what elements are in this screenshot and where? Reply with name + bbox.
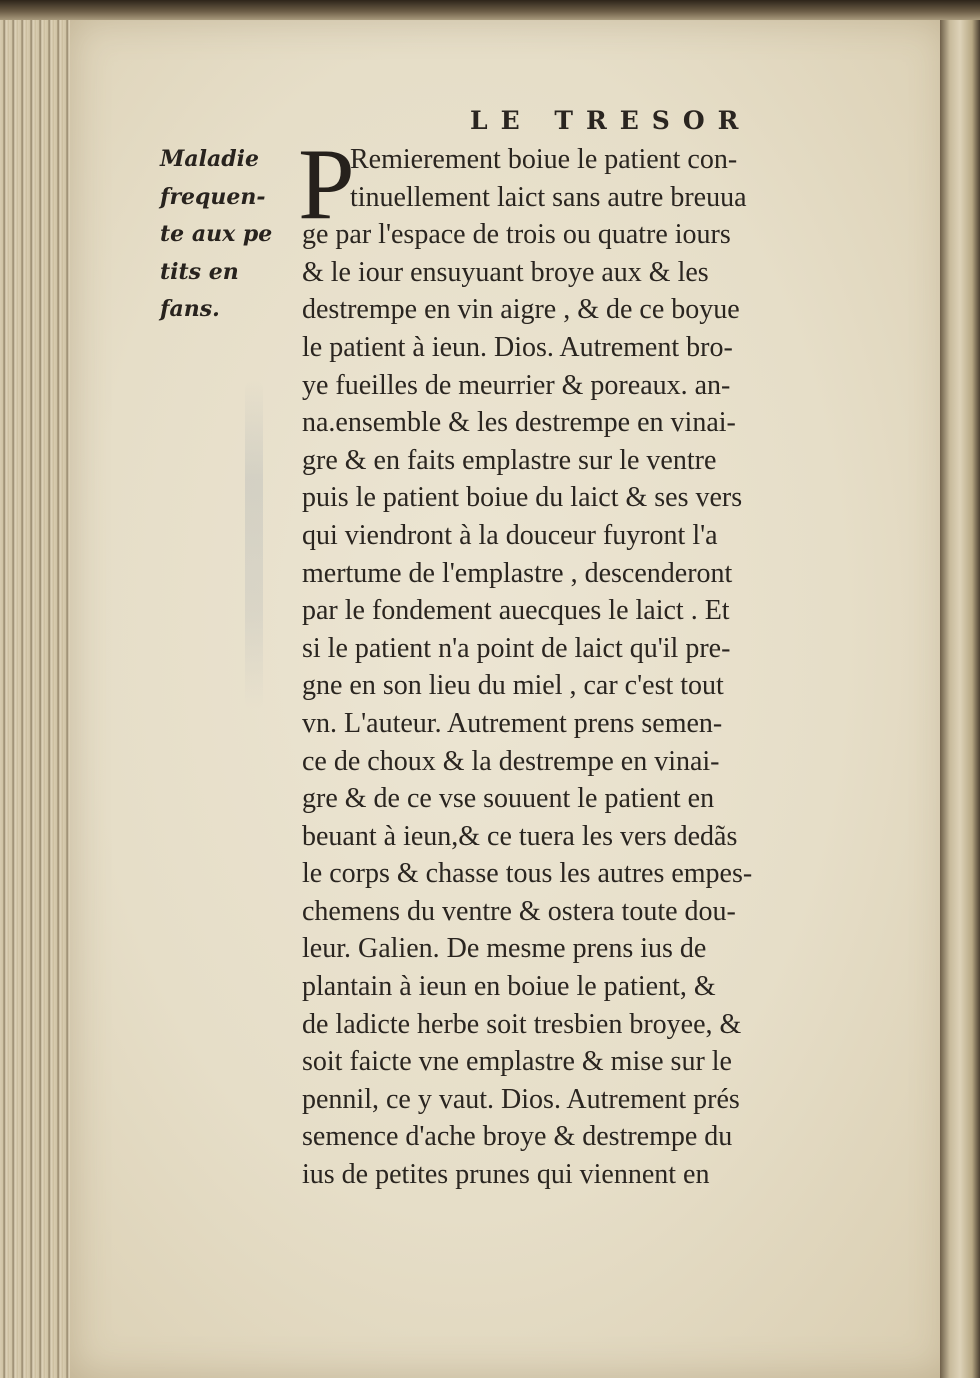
text-line: beuant à ieun,& ce tuera les vers dedãs [302,820,738,852]
marginal-note [160,141,295,329]
text-line: gre & en faits emplastre sur le ventre [302,444,717,476]
text-line: gre & de ce vse souuent le patient en [302,783,715,815]
running-head: LE TRESOR [470,106,752,135]
text-line: ce de choux & la destrempe en vinai- [302,745,720,777]
drop-cap-initial: P [298,128,355,241]
marginal-note-line: te aux pe [160,221,273,247]
page-top-edge [0,0,980,20]
text-line: na.ensemble & les destrempe en vinai- [302,407,736,439]
text-line: tinuellement laict sans autre breuua [350,181,747,213]
text-line: gne en son lieu du miel , car c'est tout [302,670,724,702]
text-line: mertume de l'emplastre , descenderont [302,557,733,589]
marginal-note-line: Maladie [160,146,259,172]
text-line: puis le patient boiue du laict & ses vers [302,482,743,514]
book-gutter-edge [940,0,980,1378]
marginal-note-line: frequen- [160,183,266,210]
text-line: soit faicte vne emplastre & mise sur le [302,1046,732,1078]
body-text [302,141,752,1194]
text-line: semence d'ache broye & destrempe du [302,1121,733,1153]
text-line: destrempe en vin aigre , & de ce boyue [302,294,740,326]
text-line: pennil, ce y vaut. Dios. Autrement prés [302,1083,740,1115]
text-line: par le fondement auecques le laict . Et [302,595,730,627]
text-line: qui viendront à la douceur fuyront l'a [302,519,718,551]
text-line: si le patient n'a point de laict qu'il pre- [302,632,731,664]
text-line: leur. Galien. De mesme prens ius de [302,933,707,965]
text-line: le corps & chasse tous les autres empes- [302,858,753,890]
marginal-note-line: tits en [160,258,239,285]
text-line: chemens du ventre & ostera toute dou- [302,895,736,927]
text-line: de ladicte herbe soit tresbien broyee, & [302,1008,742,1040]
ink-smudge [245,380,263,710]
text-line: ius de petites prunes qui viennent en [302,1159,710,1191]
text-line: plantain à ieun en boiue le patient, & [302,971,716,1003]
text-line: Remierement boiue le patient con- [350,144,738,175]
text-line: ge par l'espace de trois ou quatre iours [302,219,731,251]
text-line: le patient à ieun. Dios. Autrement bro- [302,331,733,363]
text-line: vn. L'auteur. Autrement prens semen- [302,707,723,739]
marginal-note-line: fans. [160,296,220,322]
text-line: & le iour ensuyuant broye aux & les [302,256,709,288]
text-line: ye fueilles de meurrier & poreaux. an- [302,369,731,401]
